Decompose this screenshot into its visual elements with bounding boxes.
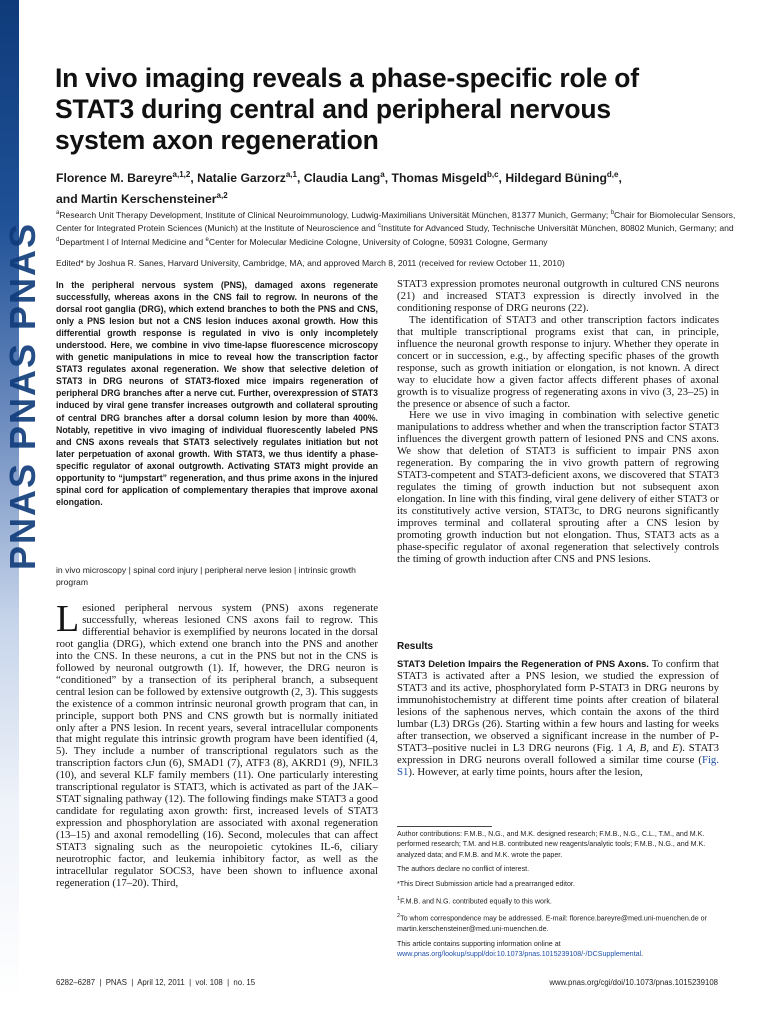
abstract: In the peripheral nervous system (PNS), damaged axons regenerate successfully, whereas axons in the CNS fail to regrow. In neurons of the dorsal root ganglia (DRG), which extend branches to both the PNS and CNS, only a PNS lesion but not a CNS lesion induces axonal growth. How this differential growth response is regulated in vivo is only incompletely understood. Here, we combine in vivo time-lapse fluorescence microscopy with genetic manipulations in mice to reveal how the transcription factor STAT3 regulates axonal regeneration. We show that selective deletion of STAT3 in DRG neurons of STAT3-floxed mice impairs regeneration of peripheral DRG branches after a nerve cut. Further, overexpression of STAT3 induced by viral gene transfer increases outgrowth and collateral sprouting of central DRG branches after a dorsal column lesion by more than 400%. Notably, repetitive in vivo imaging of individual fluorescently labeled PNS and CNS axons reveals that STAT3 selectively regulates initiation but not later perpetuation of axonal growth. With STAT3, we thus identify a phase-specific regulator of axonal outgrowth. Activating STAT3 might provide an opportunity to “jumpstart” regeneration, and thus prime axons in the injured spinal cord for application of complementary therapies that improve axonal elongation.	[56, 280, 378, 507]
direct-submission-note: *This Direct Submission article had a prearranged editor.	[397, 880, 575, 889]
section-heading-results: Results	[397, 641, 434, 652]
footnotes	[397, 829, 719, 964]
body-paragraph: Here we use in vivo imaging in combination with selective genetic manipulations to address whether and when the transcription factor STAT3 influences the divergent growth pattern of lesioned PNS and CNS axons. We show that deletion of STAT3 is sufficient to impair PNS axon regeneration. By comparing the in vivo growth pattern of regrowing STAT3-competent and STAT3-deficient axons, we discovered that STAT3 regulates the timing of growth induction but not subsequent axon elongation. In line with this finding, viral gene delivery of either STAT3 or its constitutively active version, STAT3c, to DRG neurons significantly improves terminal and collateral sprouting after a CNS lesion by promoting growth induction but not elongation. Thus, STAT3 acts as a phase-specific regulator of axonal regeneration that selectively controls the timing of growth induction after CNS and PNS lesions.	[397, 409, 719, 565]
supporting-info-link[interactable]: www.pnas.org/lookup/suppl/doi:10.1073/pnas.1015239108/-/DCSupplemental	[397, 949, 642, 958]
subsection-heading: STAT3 Deletion Impairs the Regeneration of PNS Axons.	[397, 658, 649, 669]
supplementary-figure-link[interactable]: Fig. S1	[397, 753, 719, 778]
author: Claudia Lang$^a$,	[303, 170, 392, 186]
equal-contribution-note: $^1$F.M.B. and N.G. contributed equally to this work.	[397, 895, 552, 906]
page-footer-doi: www.pnas.org/cgi/doi/10.1073/pnas.1015239108	[549, 978, 718, 987]
author-list	[56, 166, 736, 208]
figure-ref[interactable]: E	[672, 741, 679, 754]
affiliations: $^a$Research Unit Therapy Development, Institute of Clinical Neuroimmunology, Ludwig-Maximilians Universität München, 81377 Munich, Germany; $^b$Chair for Biomolecular Sensors, Center for Integrated Protein Sciences (Munich) at the Institute of Neuroscience and $^c$Institute for Advanced Study, Technische Universität München, 80802 Munich, Germany; and $^d$Department I of Internal Medicine and $^e$Center for Molecular Medicine Cologne, University of Cologne, 50931 Cologne, Germany	[56, 209, 736, 247]
body-paragraph: STAT3 expression promotes neuronal outgrowth in cultured CNS neurons (21) and increased STAT3 expression is directly involved in the conditioning response of DRG neurons (22).	[397, 278, 719, 314]
author: Florence M. Bareyre$^{a,1,2}$,	[56, 170, 198, 186]
article-title: In vivo imaging reveals a phase-specific role of STAT3 during central and peripheral nervous system axon regeneration	[55, 63, 639, 155]
page-footer-citation: 6282–6287 | PNAS | April 12, 2011 | vol. 108 | no. 15	[56, 978, 256, 987]
footnote-divider	[397, 826, 492, 827]
results-paragraph: STAT3 Deletion Impairs the Regeneration of PNS Axons. To confirm that STAT3 is activated after a PNS lesion, we studied the expression of STAT3 and its active, phosphorylated form P-STAT3 in DRG neurons by immunohistochemistry at different time points after creation of bilateral lesions of the saphenous nerves, which contain the axons of the third lumbar (L3) DRGs (26). Starting within a few hours and lasting for weeks after transection, we observed a significant increase in the number of P-STAT3–positive nuclei in L3 DRG neurons (Fig. 1 A, B, and E). STAT3 expression in DRG neurons overall followed a similar time course (Fig. S1). However, at early time points, hours after the lesion,	[397, 658, 720, 778]
figure-ref[interactable]: A	[626, 741, 634, 754]
figure-ref[interactable]: B	[639, 741, 647, 754]
body-paragraph: The identification of STAT3 and other transcription factors indicates that multiple transcriptional programs exist that can, in principle, influence the neuronal growth response to injury. Whether they operate in concert or in succession, e.g., by affecting specific phases of the growth response, such as growth initiation or elongation, is not known. A direct way to elucidate how a given factor affects different phases of axonal growth is to visualize progress of regenerating axons in vivo (3, 23–25) in the presence or absence of such a factor.	[397, 313, 719, 410]
conflict-statement: The authors declare no conflict of interest.	[397, 865, 530, 874]
supporting-info-note: This article contains supporting information online at www.pnas.org/lookup/suppl/doi:10.1073/pnas.1015239108/-/DCSupplemental.	[397, 939, 644, 958]
author: Hildegard Büning$^{d,e}$,	[505, 170, 622, 186]
journal-side-label: PNAS PNAS PNAS	[2, 221, 43, 570]
author: and Martin Kerschensteiner$^{a,2}$	[56, 191, 228, 207]
edited-by-line: Edited* by Joshua R. Sanes, Harvard University, Cambridge, MA, and approved March 8, 2011 (received for review October 11, 2010)	[56, 258, 565, 268]
introduction-paragraph: Lesioned peripheral nervous system (PNS) axons regenerate successfully, whereas lesioned CNS axons fail to regrow. This differential behavior is exemplified by neurons located in the dorsal root ganglia (DRG), which extend one branch into the PNS and another into the CNS. In these neurons, a cut in the PNS but not in the CNS is followed by neuronal outgrowth (1). If, however, the DRG neuron is “conditioned” by a transection of its peripheral branch, a subsequent central lesion can be followed by extensive outgrowth (2, 3). This suggests the existence of a common intrinsic neuronal growth program that can, in principle, support both PNS and CNS growth but is normally initiated only after a PNS lesion. In recent years, several intracellular components that might regulate this intrinsic growth program have been identified (4, 5). They include a number of transcriptional regulators such as the transcription factors cJun (6), SMAD1 (7), ATF3 (8), AKRD1 (9), NFIL3 (10), and several KLF family members (11). One particularly interesting transcriptional regulator is STAT3, which is activated as part of the JAK–STAT signaling pathway (12). The following findings make STAT3 a good candidate for regulating axon growth: first, increased levels of STAT3 expression and phosphorylation are associated with axonal regeneration (13–15) and axonal remodelling (16). Second, molecules that can affect STAT3 signaling such as the neuropoietic cytokines IL-6, ciliary neurotrophic factor, and leukemia inhibitory factor, as well as the intracellular regulator SOCS3, have been shown to influence axonal regeneration (17–20). Third,	[56, 598, 378, 889]
keywords: in vivo microscopy | spinal cord injury | peripheral nerve lesion | intrinsic growth program	[56, 565, 356, 587]
author: Natalie Garzorz$^{a,1}$,	[197, 170, 304, 186]
correspondence-note: $^2$To whom correspondence may be addressed. E-mail: florence.bareyre@med.uni-muenchen.de or martin.kerschensteiner@med.uni-muenchen.de.	[397, 913, 707, 933]
author: Thomas Misgeld$^{b,c}$,	[391, 170, 506, 186]
drop-cap: L	[56, 598, 80, 640]
author-contributions: Author contributions: F.M.B., N.G., and M.K. designed research; F.M.B., N.G., C.L., T.M., and M.K. performed research; T.M. and H.B. contributed new reagents/analytic tools; F.M.B., N.G., and M.K. analyzed data; and F.M.B. and M.K. wrote the paper.	[397, 830, 706, 859]
introduction-continued	[397, 279, 719, 566]
